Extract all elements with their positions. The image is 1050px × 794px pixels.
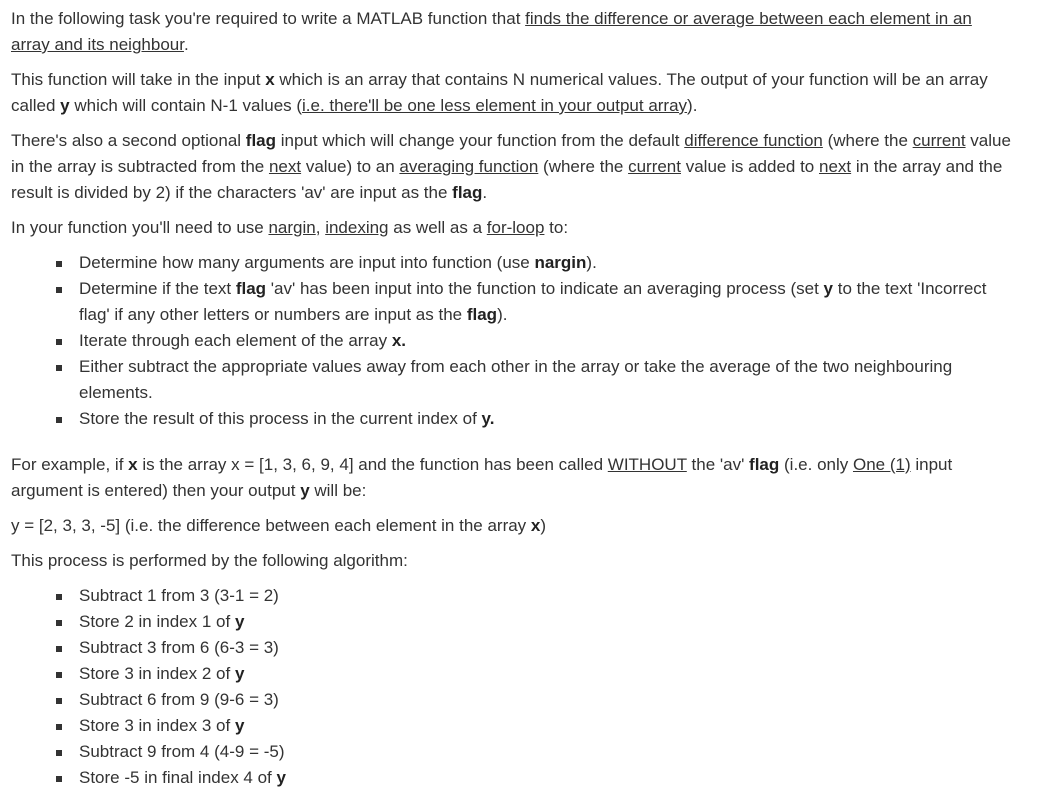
text: value is added to <box>681 157 819 176</box>
text: In your function you'll need to use <box>11 218 269 237</box>
underlined-term: for-loop <box>486 218 545 237</box>
term-flag: flag <box>452 183 483 202</box>
text: Subtract 6 from 9 (9-6 = 3) <box>79 690 279 709</box>
var-y: y <box>276 768 286 787</box>
text: Store -5 in final index 4 of <box>79 768 277 787</box>
underlined-term: next <box>818 157 852 176</box>
var-x: x <box>530 516 541 535</box>
flag-paragraph <box>11 128 1014 206</box>
text: (i.e. only <box>779 455 853 474</box>
var-y: y <box>234 716 245 735</box>
text: There's also a second optional <box>11 131 246 150</box>
text: 'av' has been input into the function to indicate an averaging process (set <box>266 279 824 298</box>
list-item <box>79 609 1014 635</box>
text: Determine if the text <box>79 279 236 298</box>
list-item <box>79 328 1014 354</box>
term: y. <box>481 409 495 428</box>
list-item <box>79 406 1014 432</box>
underlined-term: WITHOUT <box>607 455 687 474</box>
text: is the array x = [1, 3, 6, 9, 4] and the function has been called <box>137 455 608 474</box>
list-item <box>79 354 1014 406</box>
underlined-term: nargin <box>268 218 316 237</box>
underlined-term: next <box>268 157 302 176</box>
text: which will contain N-1 values ( <box>69 96 303 115</box>
list-item <box>79 635 1014 661</box>
text: Subtract 3 from 6 (6-3 = 3) <box>79 638 279 657</box>
result-paragraph <box>11 513 1014 539</box>
underlined-term: difference function <box>684 131 823 150</box>
algorithm-list <box>11 583 1014 791</box>
var-y: y <box>234 664 245 683</box>
text: Subtract 1 from 3 (3-1 = 2) <box>79 586 279 605</box>
list-item <box>79 687 1014 713</box>
text: ). <box>497 305 508 324</box>
text: to the text 'Incorrect flag' if any other letters or numbers are input as the <box>79 279 987 324</box>
text: . <box>482 183 488 202</box>
text: input argument is entered) then your output <box>11 455 953 500</box>
text: y = [2, 3, 3, -5] (i.e. the difference between each element in the array <box>11 516 531 535</box>
algorithm-intro: This process is performed by the following algorithm: <box>11 551 408 570</box>
list-item <box>79 250 1014 276</box>
text: in the array and the result is divided by 2) if the characters 'av' are input as the <box>11 157 1003 202</box>
intro-emphasis: finds the difference or average between each element in an array and its neighbour <box>11 9 972 54</box>
text: ). <box>687 96 698 115</box>
underlined-term: current <box>912 131 966 150</box>
text: as well as a <box>388 218 487 237</box>
text: (where the <box>538 157 629 176</box>
text: ). <box>586 253 597 272</box>
underlined-term: averaging function <box>399 157 539 176</box>
underlined-note: i.e. there'll be one less element in your output array <box>302 96 688 115</box>
list-item <box>79 713 1014 739</box>
text: Iterate through each element of the array <box>79 331 392 350</box>
term: flag <box>466 305 498 324</box>
requirements-list <box>11 250 1014 432</box>
list-item <box>79 739 1014 765</box>
intro-text: In the following task you're required to write a MATLAB function that <box>11 9 526 28</box>
var-y: y <box>300 481 310 500</box>
text: to: <box>544 218 569 237</box>
example-paragraph <box>11 452 1014 504</box>
var-y: y <box>60 96 70 115</box>
text: the 'av' <box>686 455 750 474</box>
intro-paragraph <box>11 6 1014 58</box>
text: will be: <box>309 481 367 500</box>
text: Store 3 in index 3 of <box>79 716 235 735</box>
term: x. <box>391 331 406 350</box>
var-x: x <box>265 70 275 89</box>
list-item <box>79 661 1014 687</box>
input-output-paragraph <box>11 67 1014 119</box>
intro-text-end: . <box>183 35 189 54</box>
text: Store the result of this process in the current index of <box>79 409 482 428</box>
text: This function will take in the input <box>11 70 266 89</box>
list-item <box>79 765 1014 791</box>
text: (where the <box>822 131 913 150</box>
text: Store 2 in index 1 of <box>79 612 235 631</box>
text: Determine how many arguments are input into function (use <box>79 253 535 272</box>
text: which is an array that contains N numerical values. The output of your function will be an array called <box>11 70 988 115</box>
text: input which will change your function from the default <box>276 131 685 150</box>
term-flag: flag <box>245 131 277 150</box>
text: Store 3 in index 2 of <box>79 664 235 683</box>
text: Subtract 9 from 4 (4-9 = -5) <box>79 742 285 761</box>
text: Either subtract the appropriate values away from each other in the array or take the average of the two neighbouring elements. <box>79 357 953 402</box>
text: ) <box>540 516 547 535</box>
var-y: y <box>234 612 245 631</box>
var-x: x <box>128 455 138 474</box>
requirements-intro <box>11 215 1014 241</box>
list-item <box>79 583 1014 609</box>
underlined-term: indexing <box>325 218 389 237</box>
term: y <box>823 279 834 298</box>
underlined-term: current <box>628 157 681 176</box>
text: For example, if <box>11 455 129 474</box>
term-flag: flag <box>749 455 780 474</box>
text: value in the array is subtracted from the <box>11 131 1011 176</box>
underlined-term: One (1) <box>852 455 911 474</box>
term: flag <box>235 279 267 298</box>
term: nargin <box>534 253 587 272</box>
list-item <box>79 276 1014 328</box>
text: value) to an <box>301 157 400 176</box>
text: , <box>315 218 326 237</box>
